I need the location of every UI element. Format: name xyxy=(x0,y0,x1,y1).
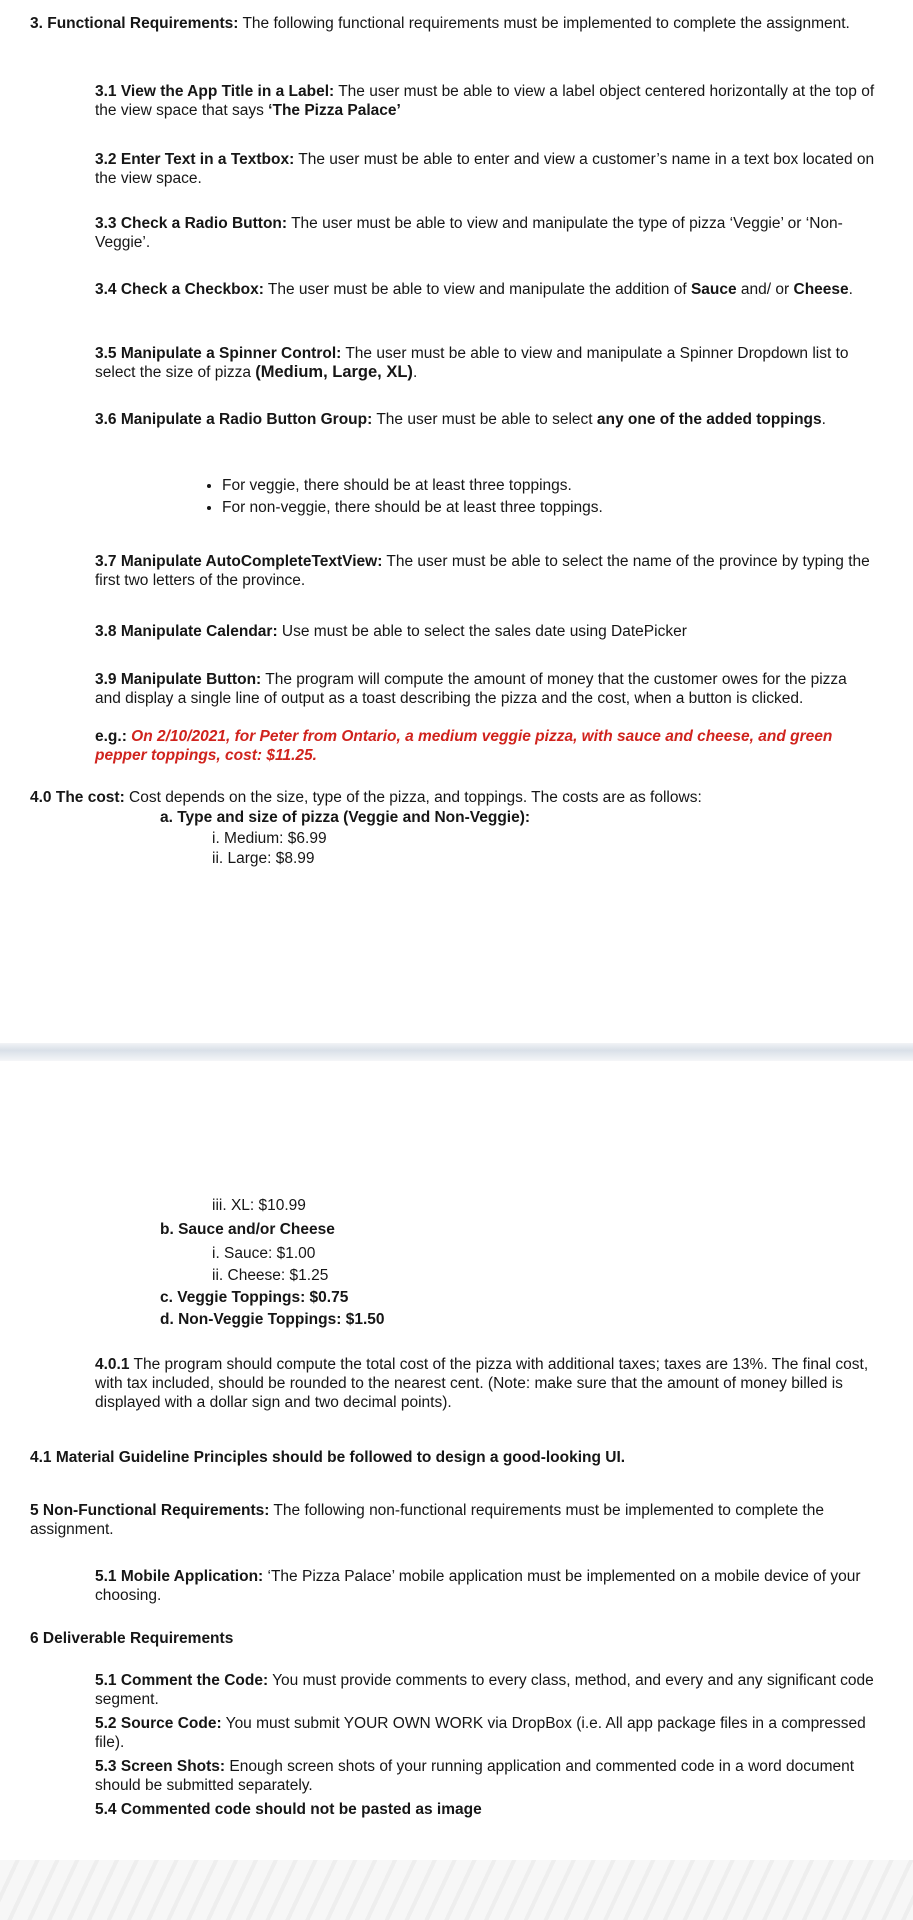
section-3-heading: 3. Functional Requirements: xyxy=(30,15,239,32)
deliverable-item xyxy=(95,1800,875,1819)
req-3-8-text: Use must be able to select the sales date using DatePicker xyxy=(277,623,687,640)
section-5-heading: 5 Non-Functional Requirements: xyxy=(30,1502,270,1519)
cost-type-size-title: a. Type and size of pizza (Veggie and Non-Veggie): xyxy=(160,809,531,826)
section-4-intro-text: Cost depends on the size, type of the pizza, and toppings. The costs are as follows: xyxy=(124,789,702,806)
req-3-4 xyxy=(95,280,875,299)
deliverable-text: Enough screen shots of your running application and commented code in a word document should be submitted separately. xyxy=(95,1758,855,1794)
deliverable-text: You must provide comments to every class, method, and every and any significant code segment. xyxy=(95,1672,874,1708)
req-3-5-period: . xyxy=(412,364,418,381)
section-6-heading: 6 Deliverable Requirements xyxy=(30,1630,234,1647)
cost-sauce-cheese-title: b. Sauce and/or Cheese xyxy=(160,1221,335,1238)
deliverable-text: You must submit YOUR OWN WORK via DropBox (i.e. All app package files in a compressed file). xyxy=(95,1715,866,1751)
req-3-7-text: The user must be able to select the name of the province by typing the first two letters of the province. xyxy=(95,553,870,589)
material-guideline: 4.1 Material Guideline Principles should be followed to design a good-looking UI. xyxy=(30,1449,626,1466)
req-3-5 xyxy=(95,344,875,382)
example-label: e.g.: xyxy=(95,728,127,745)
toppings-bullet-list xyxy=(188,476,842,520)
req-3-2-title: 3.2 Enter Text in a Textbox: xyxy=(95,151,295,168)
req-3-6-title: 3.6 Manipulate a Radio Button Group: xyxy=(95,411,373,428)
cost-sauce: i. Sauce: $1.00 xyxy=(212,1245,316,1262)
req-3-8-title: 3.8 Manipulate Calendar: xyxy=(95,623,278,640)
req-3-5-sizes: (Medium, Large, XL) xyxy=(255,363,413,381)
req-3-3 xyxy=(95,214,875,252)
section-5-intro-text: The following non-functional requirements must be implemented to complete the assignment. xyxy=(30,1502,824,1538)
cost-medium: i. Medium: $6.99 xyxy=(212,830,327,847)
req-3-6-toppings: any one of the added toppings xyxy=(596,411,822,428)
req-3-9-title: 3.9 Manipulate Button: xyxy=(95,671,262,688)
cost-veggie-toppings: c. Veggie Toppings: $0.75 xyxy=(160,1289,349,1306)
req-5-1 xyxy=(95,1567,875,1605)
req-3-4-text: The user must be able to view and manipulate the addition of xyxy=(263,281,691,298)
req-5-1-text: ‘The Pizza Palace’ mobile application must be implemented on a mobile device of your choosing. xyxy=(95,1568,861,1604)
req-3-1-title: 3.1 View the App Title in a Label: xyxy=(95,83,335,100)
req-3-6-text: The user must be able to select xyxy=(372,411,597,428)
req-5-1-title: 5.1 Mobile Application: xyxy=(95,1568,264,1585)
req-3-3-title: 3.3 Check a Radio Button: xyxy=(95,215,288,232)
req-3-7-title: 3.7 Manipulate AutoCompleteTextView: xyxy=(95,553,383,570)
req-3-1 xyxy=(95,82,875,120)
tax-requirement xyxy=(95,1355,875,1412)
req-3-8 xyxy=(95,622,875,641)
tax-text: The program should compute the total cost of the pizza with additional taxes; taxes are 13%. The final cost, with tax included, should be rounded to the nearest cent. (Note: make sure that the amount of money billed is displayed with a dollar sign and two decimal points). xyxy=(95,1356,869,1411)
req-3-6-period: . xyxy=(821,411,826,428)
deliverable-item xyxy=(95,1671,875,1709)
req-3-6 xyxy=(95,410,875,429)
req-3-7 xyxy=(95,552,875,590)
example-text: On 2/10/2021, for Peter from Ontario, a medium veggie pizza, with sauce and cheese, and green pepper toppings, cost: $11.25. xyxy=(95,728,833,764)
deliverable-item xyxy=(95,1714,875,1752)
deliverable-item xyxy=(95,1757,875,1795)
list-item: • For veggie, there should be at least three toppings. xyxy=(222,476,842,495)
req-3-1-app-name: ‘The Pizza Palace’ xyxy=(268,102,401,119)
req-3-1-text: The user must be able to view a label object centered horizontally at the top of the view space that says xyxy=(95,83,875,119)
deliverable-title: 5.2 Source Code: xyxy=(95,1715,222,1732)
cost-cheese: ii. Cheese: $1.25 xyxy=(212,1267,329,1284)
req-3-2-text: The user must be able to enter and view a customer’s name in a text box located on the view space. xyxy=(95,151,875,187)
cost-large: ii. Large: $8.99 xyxy=(212,850,315,867)
page-break-divider xyxy=(0,1043,913,1061)
req-3-9-example xyxy=(95,727,875,765)
req-3-4-and-or: and/ or xyxy=(736,281,794,298)
deliverable-title: 5.1 Comment the Code: xyxy=(95,1672,269,1689)
req-3-4-cheese: Cheese xyxy=(793,281,849,298)
list-item: • For non-veggie, there should be at least three toppings. xyxy=(222,498,842,517)
deliverable-title: 5.3 Screen Shots: xyxy=(95,1758,226,1775)
req-3-5-text: The user must be able to view and manipulate a Spinner Dropdown list to select the size of pizza xyxy=(95,345,849,381)
section-5-intro xyxy=(30,1501,870,1539)
section-3-intro-text: The following functional requirements must be implemented to complete the assignment. xyxy=(238,15,850,32)
section-4-intro xyxy=(30,788,870,807)
req-3-4-sauce: Sauce xyxy=(690,281,737,298)
req-3-9-text: The program will compute the amount of money that the customer owes for the pizza and display a single line of output as a toast describing the pizza and the cost, when a button is clicked. xyxy=(95,671,847,707)
tax-title: 4.0.1 xyxy=(95,1356,130,1373)
req-3-4-title: 3.4 Check a Checkbox: xyxy=(95,281,264,298)
section-3-intro xyxy=(30,14,870,33)
cost-non-veggie-toppings: d. Non-Veggie Toppings: $1.50 xyxy=(160,1311,385,1328)
req-3-5-title: 3.5 Manipulate a Spinner Control: xyxy=(95,345,342,362)
cost-xl: iii. XL: $10.99 xyxy=(212,1197,306,1214)
req-3-3-text: The user must be able to view and manipulate the type of pizza ‘Veggie’ or ‘Non-Veggie’. xyxy=(95,215,843,251)
section-4-heading: 4.0 The cost: xyxy=(30,789,125,806)
bottom-background-texture xyxy=(0,1860,913,1920)
req-3-4-period: . xyxy=(848,281,853,298)
deliverable-title: 5.4 Commented code should not be pasted as image xyxy=(95,1801,482,1818)
req-3-9 xyxy=(95,670,875,708)
req-3-2 xyxy=(95,150,875,188)
